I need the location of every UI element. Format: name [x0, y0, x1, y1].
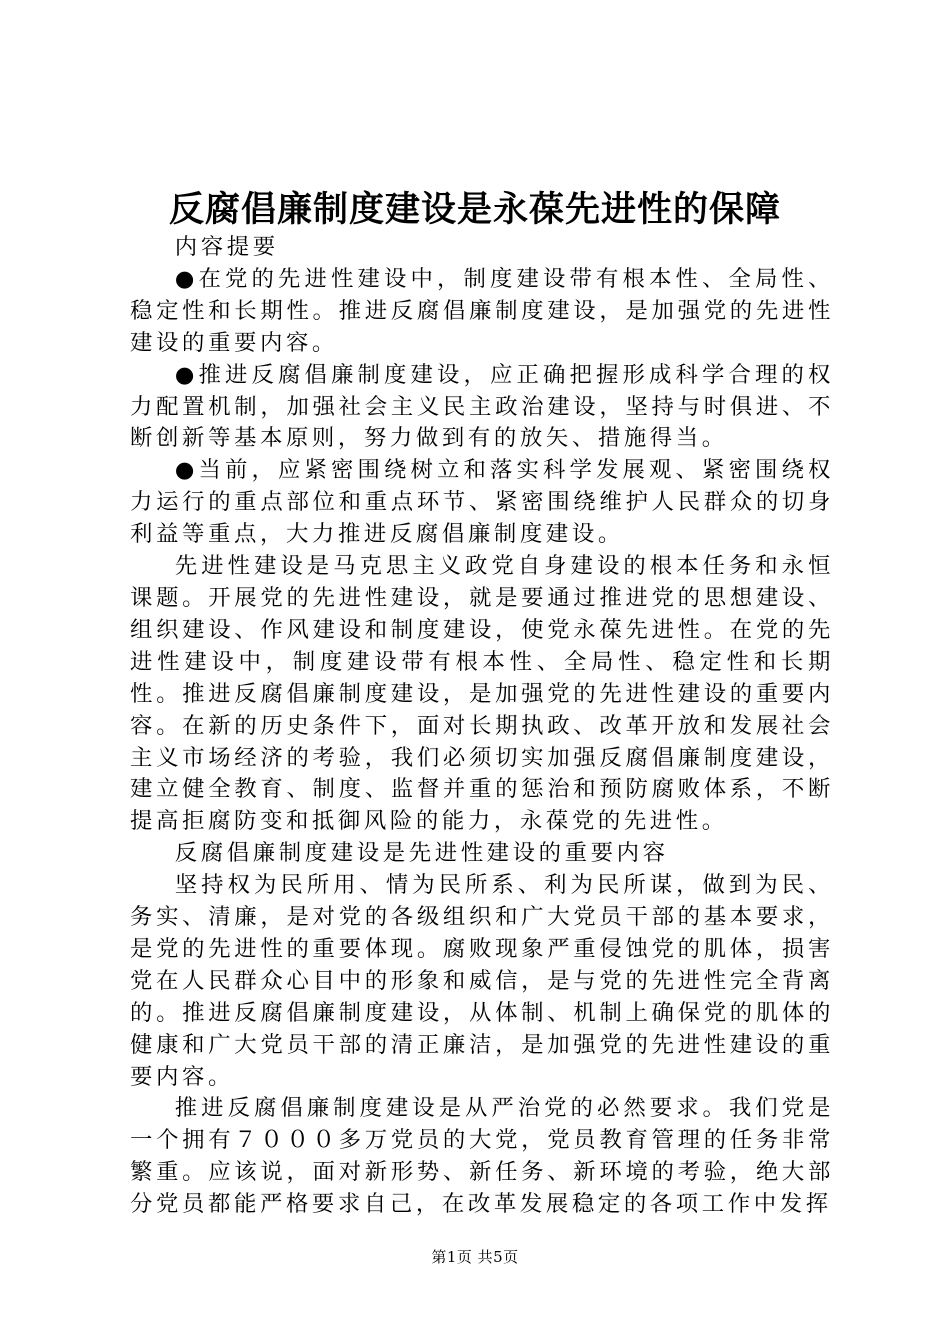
page-number-footer: 第1页 共5页 [431, 1248, 519, 1266]
abstract-point-3: ●当前，应紧密围绕树立和落实科学发展观、紧密围绕权力运行的重点部位和重点环节、紧密围绕维护人民群众的切身利益等重点，大力推进反腐倡廉制度建设。 [130, 457, 834, 548]
abstract-point-1: ●在党的先进性建设中，制度建设带有根本性、全局性、稳定性和长期性。推进反腐倡廉制度建设，是加强党的先进性建设的重要内容。 [130, 265, 834, 356]
abstract-heading: 内容提要 [174, 234, 279, 260]
document-title: 反腐倡廉制度建设是永葆先进性的保障 [168, 189, 781, 230]
body-paragraph: 先进性建设是马克思主义政党自身建设的根本任务和永恒课题。开展党的先进性建设，就是要通过推进党的思想建设、组织建设、作风建设和制度建设，使党永葆先进性。在党的先进性建设中，制度建设带有根本性、全局性、稳定性和长期性。推进反腐倡廉制度建设，是加强党的先进性建设的重要内容。在新的历史条件下，面对长期执政、改革开放和发展社会主义市场经济的考验，我们必须切实加强反腐倡廉制度建设，建立健全教育、制度、监督并重的惩治和预防腐败体系，不断提高拒腐防变和抵御风险的能力，永葆党的先进性。 [130, 553, 834, 835]
document-body [130, 232, 834, 1221]
body-paragraph: 坚持权为民所用、情为民所系、利为民所谋，做到为民、务实、清廉，是对党的各级组织和广大党员干部的基本要求，是党的先进性的重要体现。腐败现象严重侵蚀党的肌体，损害党在人民群众心目中的形象和威信，是与党的先进性完全背离的。推进反腐倡廉制度建设，从体制、机制上确保党的肌体的健康和广大党员干部的清正廉洁，是加强党的先进性建设的重要内容。 [130, 872, 834, 1090]
abstract-point-2: ●推进反腐倡廉制度建设，应正确把握形成科学合理的权力配置机制，加强社会主义民主政治建设，坚持与时俱进、不断创新等基本原则，努力做到有的放矢、措施得当。 [130, 361, 834, 452]
body-paragraph: 推进反腐倡廉制度建设是从严治党的必然要求。我们党是一个拥有７０００多万党员的大党，党员教育管理的任务非常繁重。应该说，面对新形势、新任务、新环境的考验，绝大部分党员都能严格要求自己，在改革发展稳定的各项工作中发挥 [130, 1095, 834, 1218]
section-heading: 反腐倡廉制度建设是先进性建设的重要内容 [174, 840, 669, 867]
